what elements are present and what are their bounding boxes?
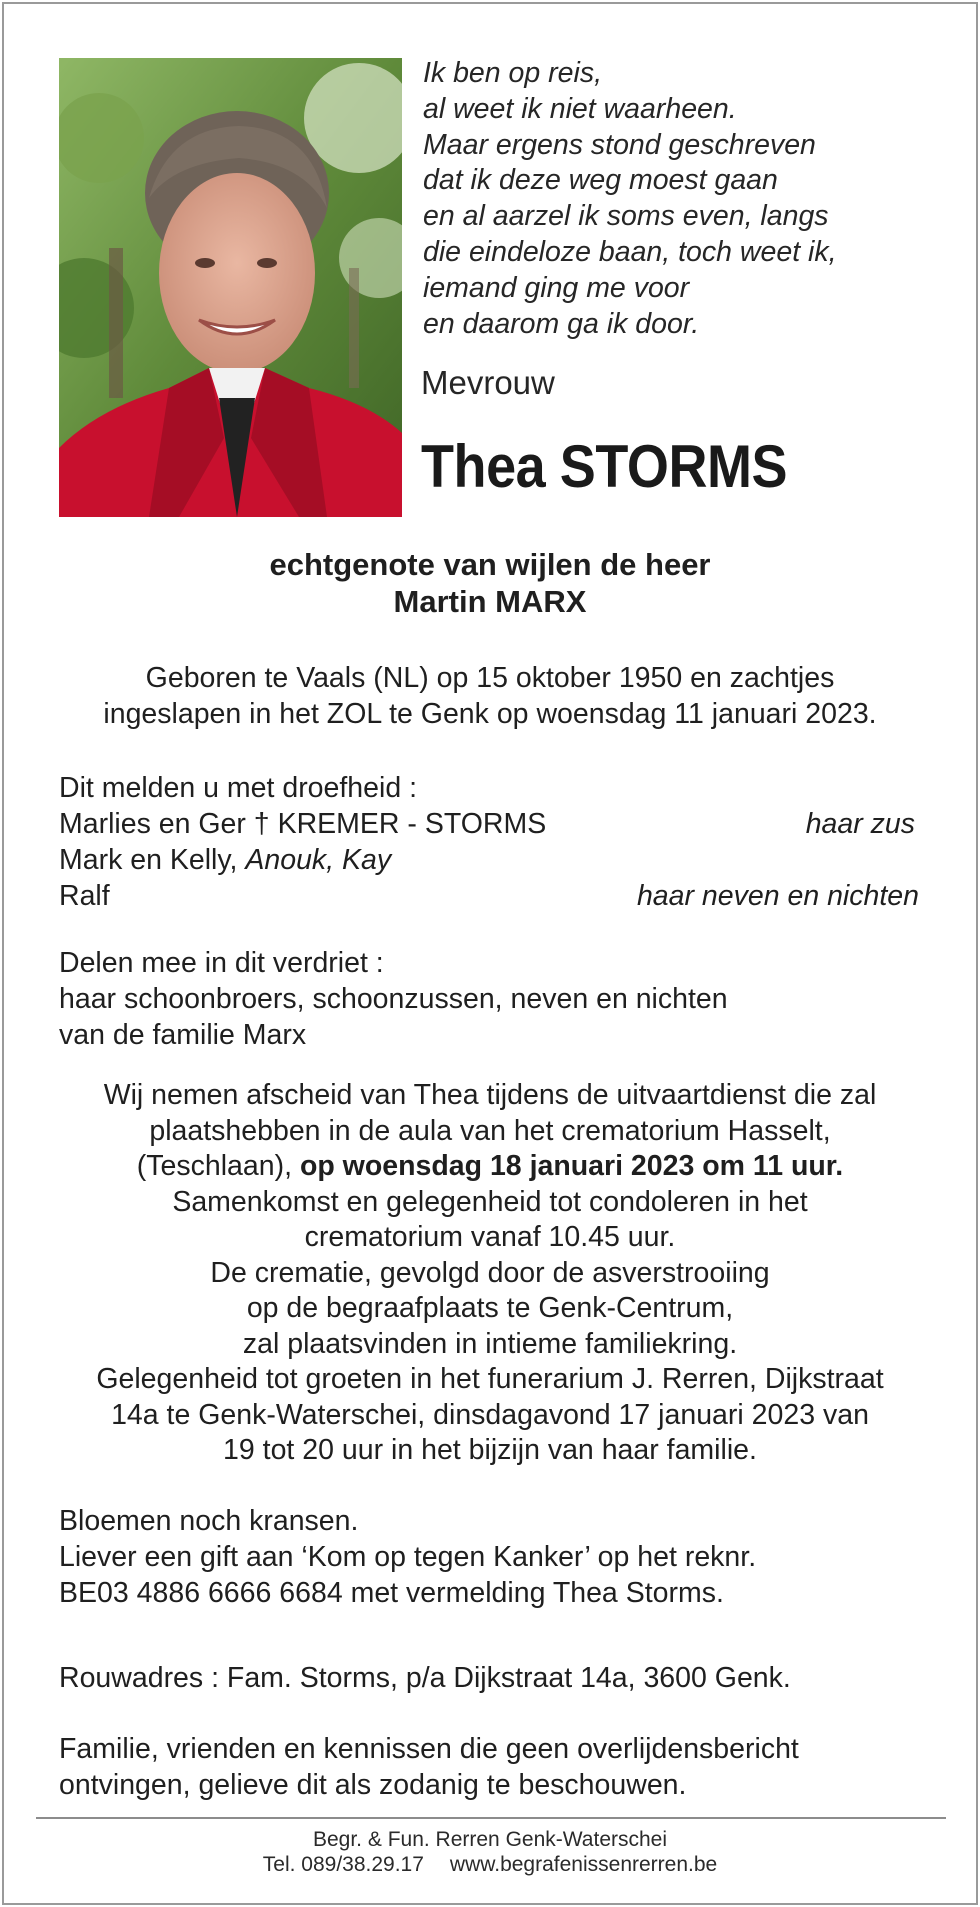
spouse-name: Martin MARX: [393, 584, 587, 619]
funeral-service-info: [0, 1078, 980, 1469]
footer: [0, 1827, 980, 1877]
announcer-name: Mark en Kelly,: [59, 844, 238, 876]
deceased-name: Thea STORMS: [421, 433, 788, 500]
portrait-photo: [59, 58, 402, 517]
service-line: Samenkomst en gelegenheid tot condoleren in het: [172, 1185, 808, 1218]
service-line: plaatshebben in de aula van het crematorium Hasselt,: [149, 1114, 831, 1147]
closing-line: Familie, vrienden en kennissen die geen overlijdensbericht: [59, 1733, 799, 1765]
announcers-intro: Dit melden u met droefheid :: [59, 772, 418, 804]
honorific: Mevrouw: [421, 364, 555, 401]
contact-line: [0, 1852, 980, 1877]
birth-line: Geboren te Vaals (NL) op 15 oktober 1950 en zachtjes: [145, 662, 835, 694]
poem-line: iemand ging me voor: [423, 271, 690, 304]
announcer-children: Anouk, Kay: [245, 844, 392, 876]
announcer-relation: haar neven en nichten: [636, 880, 919, 912]
poem-line: al weet ik niet waarheen.: [423, 92, 737, 125]
announcer-row: [59, 842, 919, 878]
sharers-line: haar schoonbroers, schoonzussen, neven en nichten: [59, 983, 728, 1015]
spouse-line: echtgenote van wijlen de heer: [269, 547, 711, 582]
flowers-note: [59, 1503, 919, 1611]
poem-line: en daarom ga ik door.: [423, 307, 700, 340]
service-line: De crematie, gevolgd door de asverstrooiing: [210, 1256, 770, 1289]
footer-divider: [36, 1817, 946, 1819]
address-line: Rouwadres : Fam. Storms, p/a Dijkstraat 14a, 3600 Genk.: [59, 1662, 791, 1694]
service-date-line: [0, 1149, 980, 1185]
sharers-line: van de familie Marx: [59, 1019, 307, 1051]
announcer-row: [59, 806, 919, 842]
service-line: crematorium vanaf 10.45 uur.: [304, 1221, 676, 1253]
service-line: zal plaatsvinden in intieme familiekring.: [242, 1327, 738, 1360]
poem: [423, 56, 837, 342]
announcer-row: [59, 878, 919, 914]
mourning-address: [59, 1660, 919, 1696]
service-line: 14a te Genk-Waterschei, dinsdagavond 17 januari 2023 van: [111, 1398, 869, 1431]
service-line: Gelegenheid tot groeten in het funerarium J. Rerren, Dijkstraat: [96, 1363, 884, 1395]
announcer-name: Ralf: [59, 880, 110, 912]
sharers: [59, 945, 919, 1053]
flowers-line: Liever een gift aan ‘Kom op tegen Kanker’ op het reknr.: [59, 1541, 757, 1573]
website-link[interactable]: www.begrafenissenrerren.be: [449, 1853, 718, 1876]
poem-line: Maar ergens stond geschreven: [423, 128, 816, 161]
flowers-line: BE03 4886 6666 6684 met vermelding Thea Storms.: [59, 1577, 724, 1609]
service-line: 19 tot 20 uur in het bijzijn van haar familie.: [223, 1434, 757, 1466]
funeral-home-name: Begr. & Fun. Rerren Genk-Waterschei: [312, 1828, 668, 1851]
poem-line: Ik ben op reis,: [423, 57, 603, 89]
sharers-intro: Delen mee in dit verdriet :: [59, 947, 384, 979]
service-line: Wij nemen afscheid van Thea tijdens de uitvaartdienst die zal: [103, 1079, 877, 1111]
birth-death-info: [0, 660, 980, 732]
spouse-info: [0, 546, 980, 620]
poem-line: dat ik deze weg moest gaan: [423, 164, 778, 197]
announcers: [59, 770, 919, 914]
phone-number: Tel. 089/38.29.17: [262, 1853, 424, 1876]
service-date: op woensdag 18 januari 2023 om 11 uur.: [299, 1150, 844, 1182]
death-line: ingeslapen in het ZOL te Genk op woensdag 11 januari 2023.: [103, 698, 877, 730]
announcer-name: Marlies en Ger † KREMER - STORMS: [59, 808, 547, 840]
service-line: op de begraafplaats te Genk-Centrum,: [246, 1292, 734, 1324]
poem-line: en al aarzel ik soms even, langs: [423, 200, 829, 233]
closing-line: ontvingen, gelieve dit als zodanig te beschouwen.: [59, 1769, 687, 1801]
service-location-suffix: (Teschlaan),: [136, 1150, 293, 1182]
closing-note: [59, 1731, 919, 1803]
announcer-relation: haar zus: [805, 808, 915, 840]
poem-line: die eindeloze baan, toch weet ik,: [423, 235, 837, 268]
flowers-line: Bloemen noch kransen.: [59, 1505, 359, 1537]
